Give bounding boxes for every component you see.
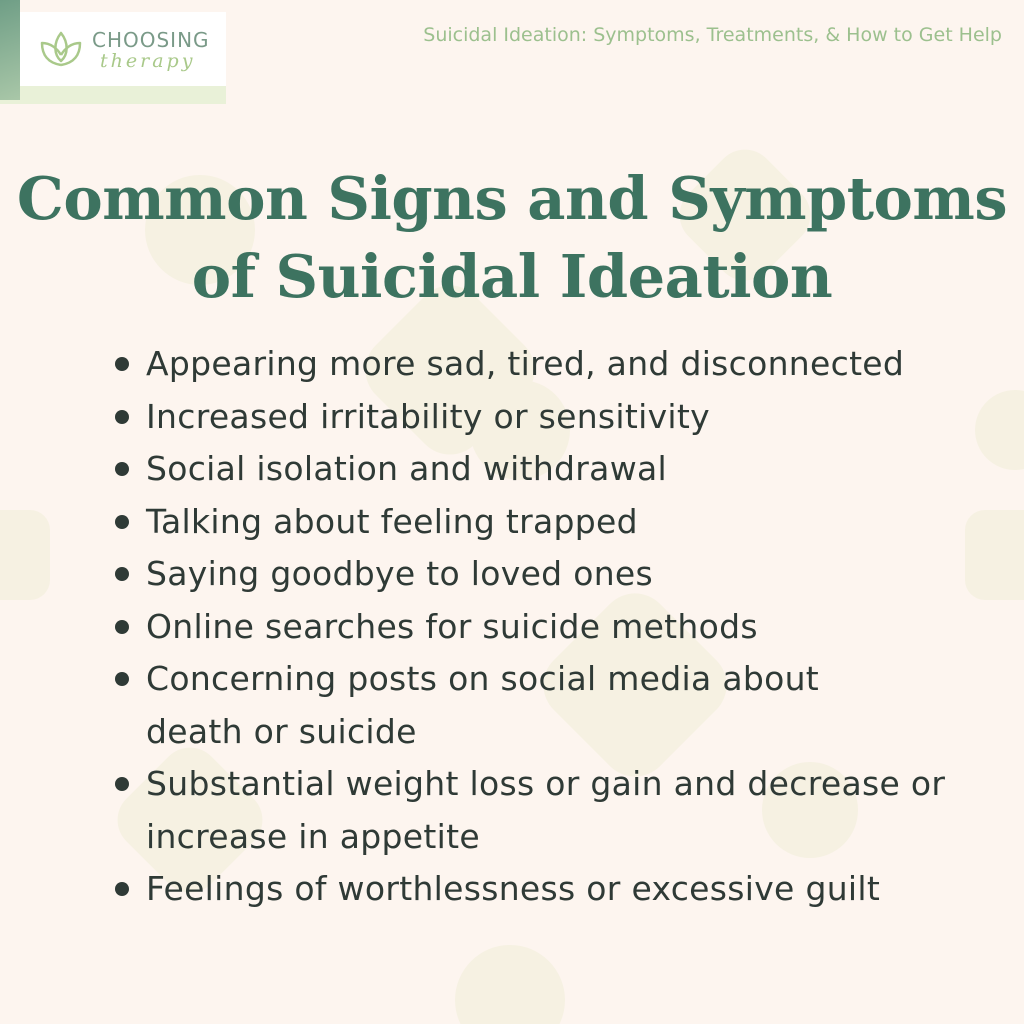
list-item-text: Substantial weight loss or gain and decrease or increase in appetite <box>146 764 946 856</box>
list-item <box>110 496 990 549</box>
list-item-text: Concerning posts on social media about death or suicide <box>146 659 820 751</box>
list-item <box>110 391 990 444</box>
logo-underlay <box>0 86 226 104</box>
brand-tagline: therapy <box>100 50 196 72</box>
list-item <box>110 601 990 654</box>
list-item <box>110 758 966 863</box>
page-title <box>0 160 1024 316</box>
bullet-icon <box>115 620 129 634</box>
list-item <box>110 338 990 391</box>
list-item-text: Saying goodbye to loved ones <box>146 554 654 593</box>
page-title-line-2: of Suicidal Ideation <box>191 242 833 311</box>
bullet-icon <box>115 567 129 581</box>
brand-name: CHOOSING <box>92 28 210 52</box>
page-title-line-1: Common Signs and Symptoms <box>16 164 1008 233</box>
bullet-icon <box>115 882 129 896</box>
list-item <box>110 548 990 601</box>
brand-logo[interactable] <box>0 0 230 100</box>
bullet-icon <box>115 462 129 476</box>
symptoms-list <box>110 338 990 916</box>
logo-stripe <box>0 0 20 100</box>
list-item <box>110 653 876 758</box>
list-item-text: Feelings of worthlessness or excessive guilt <box>146 869 881 908</box>
list-item-text: Online searches for suicide methods <box>146 606 758 646</box>
bullet-icon <box>115 515 129 529</box>
list-item <box>110 863 990 916</box>
list-item-text: Talking about feeling trapped <box>146 501 638 541</box>
list-item-text: Appearing more sad, tired, and disconnected <box>146 344 905 383</box>
lotus-leaf-icon <box>38 29 84 69</box>
bullet-icon <box>115 777 129 791</box>
bullet-icon <box>115 672 129 686</box>
bullet-icon <box>115 357 129 371</box>
list-item <box>110 443 990 496</box>
list-item-text: Social isolation and withdrawal <box>146 449 667 488</box>
bullet-icon <box>115 410 129 424</box>
logo-card <box>20 12 226 86</box>
list-item-text: Increased irritability or sensitivity <box>146 396 710 436</box>
article-title-link[interactable]: Suicidal Ideation: Symptoms, Treatments, & How to Get Help <box>423 24 1002 46</box>
